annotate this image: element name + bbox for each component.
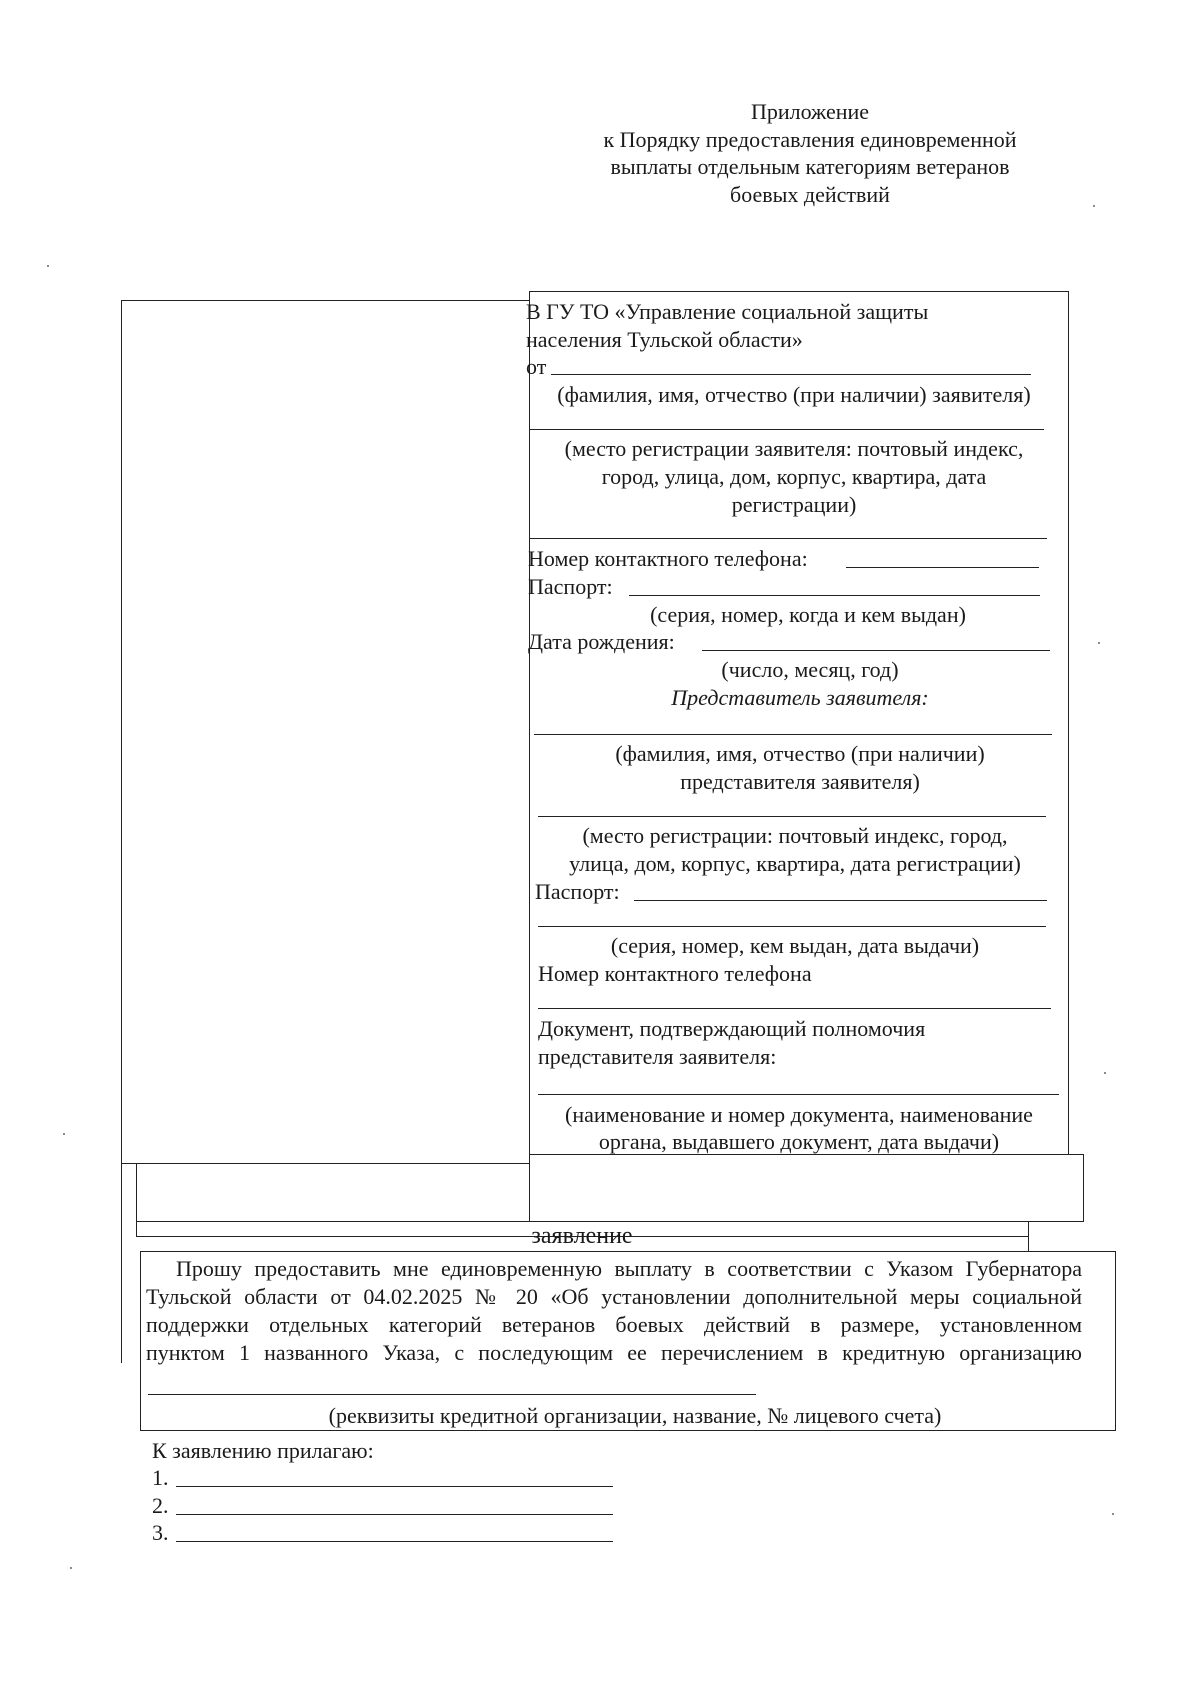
field-caption: представителя заявителя): [680, 769, 920, 794]
attachments-label: К заявлению прилагаю:: [152, 1438, 374, 1463]
field-caption: (фамилия, имя, отчество (при наличии) заявителя): [557, 382, 1031, 407]
table-border: [1083, 1154, 1084, 1221]
attachment-field-3[interactable]: [176, 1541, 613, 1542]
field-caption: (наименование и номер документа, наименование: [565, 1102, 1033, 1127]
passport-label: Паспорт:: [528, 574, 613, 599]
applicant-passport-field[interactable]: [629, 595, 1040, 596]
scan-speck: [47, 265, 49, 267]
field-caption: улица, дом, корпус, квартира, дата регистрации): [569, 851, 1021, 876]
attachment-field-1[interactable]: [176, 1486, 613, 1487]
applicant-registration-field[interactable]: [529, 429, 1044, 430]
applicant-fio-field[interactable]: [551, 374, 1031, 375]
statement-body-line: Тульской области от 04.02.2025 № 20 «Об установлении дополнительной меры социальной: [146, 1284, 1082, 1309]
attachment-field-2[interactable]: [176, 1514, 613, 1515]
table-divider: [529, 291, 530, 1221]
table-border: [1068, 291, 1069, 1154]
authority-doc-field[interactable]: [538, 1094, 1059, 1095]
field-caption: (число, месяц, год): [721, 657, 899, 682]
rep-phone-label: Номер контактного телефона: [538, 961, 812, 986]
scan-speck: [1093, 205, 1095, 207]
table-border: [121, 1163, 530, 1164]
scan-speck: [1098, 642, 1100, 644]
table-border: [529, 291, 1069, 292]
representative-phone-field[interactable]: [538, 1008, 1051, 1009]
scan-speck: [1104, 1072, 1106, 1074]
representative-passport-field[interactable]: [538, 926, 1046, 927]
field-caption: город, улица, дом, корпус, квартира, дата: [601, 464, 987, 489]
applicant-registration-field[interactable]: [529, 538, 1047, 539]
bank-details-field[interactable]: [148, 1394, 756, 1395]
applicant-phone-field[interactable]: [846, 567, 1039, 568]
field-caption: органа, выдавшего документ, дата выдачи): [598, 1129, 1000, 1154]
from-label: от: [526, 354, 547, 379]
field-caption: (фамилия, имя, отчество (при наличии): [615, 741, 985, 766]
attachment-number: 2.: [152, 1493, 169, 1518]
appendix-title: Приложение: [750, 99, 870, 124]
table-border: [121, 300, 529, 301]
birth-date-label: Дата рождения:: [528, 629, 675, 654]
authority-doc-label: Документ, подтверждающий полномочия: [538, 1016, 926, 1041]
table-border: [1028, 1221, 1029, 1251]
birth-date-field[interactable]: [702, 650, 1050, 651]
addressee-line: В ГУ ТО «Управление социальной защиты: [526, 299, 929, 324]
field-caption: (реквизиты кредитной организации, название, № лицевого счета): [328, 1403, 942, 1428]
statement-body-line: поддержки отдельных категорий ветеранов боевых действий в размере, установленном: [146, 1312, 1082, 1337]
addressee-line: населения Тульской области»: [526, 327, 803, 352]
field-caption: (серия, номер, когда и кем выдан): [650, 602, 966, 627]
representative-registration-field[interactable]: [538, 816, 1046, 817]
representative-passport-field[interactable]: [634, 900, 1047, 901]
field-caption: (место регистрации заявителя: почтовый индекс,: [564, 436, 1024, 461]
statement-body-line: пунктом 1 названного Указа, с последующим ее перечислением в кредитную организацию: [146, 1340, 1082, 1365]
phone-label: Номер контактного телефона:: [528, 546, 808, 571]
appendix-subtitle-line: к Порядку предоставления единовременной: [603, 127, 1017, 152]
representative-heading: Представитель заявителя:: [671, 685, 929, 710]
authority-doc-label: представителя заявителя:: [538, 1044, 777, 1069]
attachment-number: 3.: [152, 1520, 169, 1545]
statement-title: заявление: [531, 1223, 633, 1249]
field-caption: (серия, номер, кем выдан, дата выдачи): [610, 933, 980, 958]
rep-passport-label: Паспорт:: [535, 879, 620, 904]
appendix-subtitle-line: выплаты отдельным категориям ветеранов: [610, 154, 1010, 179]
attachment-number: 1.: [152, 1465, 169, 1490]
representative-fio-field[interactable]: [534, 734, 1052, 735]
appendix-subtitle-line: боевых действий: [730, 182, 890, 207]
field-caption: (место регистрации: почтовый индекс, город,: [582, 823, 1008, 848]
scan-speck: [70, 1567, 72, 1569]
scan-speck: [1112, 1513, 1114, 1515]
field-caption: регистрации): [731, 492, 857, 517]
table-border: [121, 300, 122, 1363]
statement-body-line: Прошу предоставить мне единовременную выплату в соответствии с Указом Губернатора: [176, 1256, 1082, 1281]
scan-speck: [63, 1133, 65, 1135]
